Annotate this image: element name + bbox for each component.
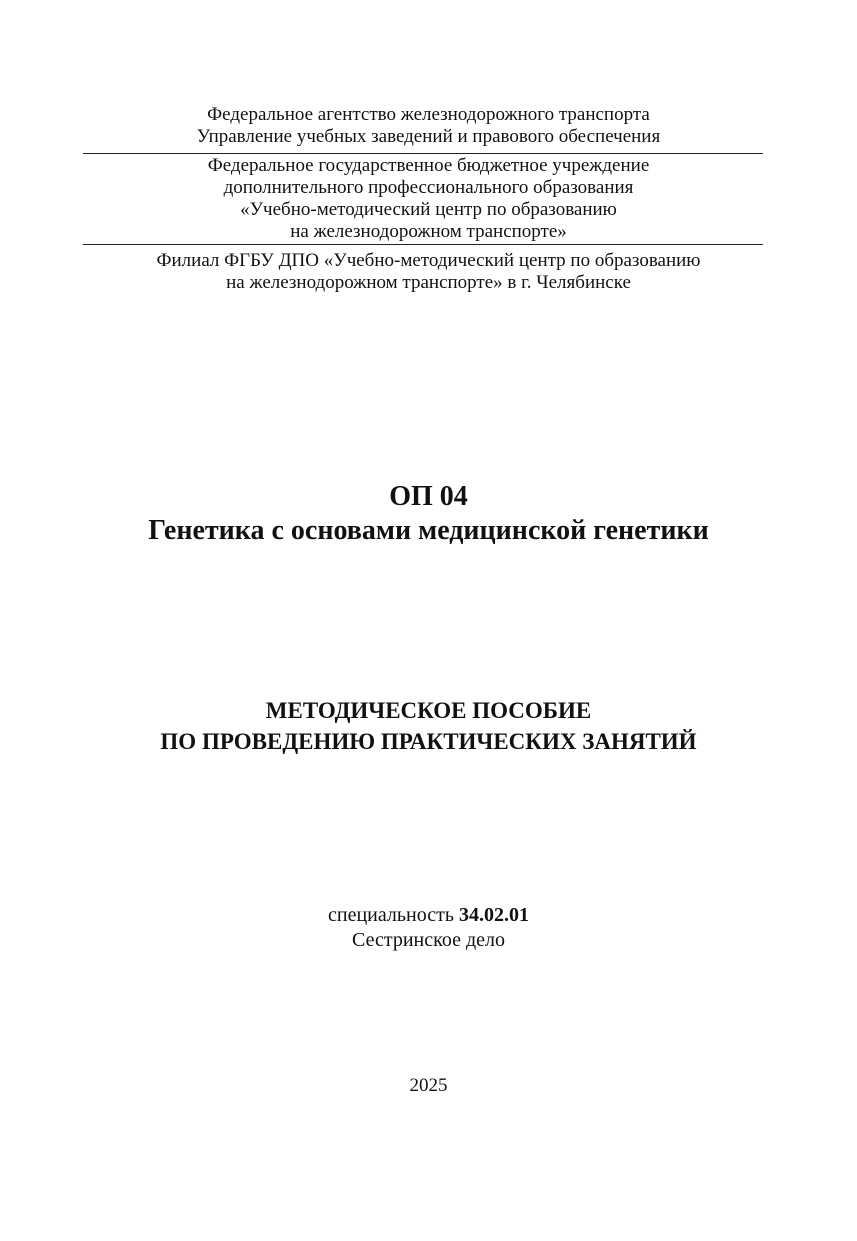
institution-line: «Учебно-методический центр по образованию	[240, 199, 617, 220]
course-code: ОП 04	[389, 481, 468, 512]
agency-header	[0, 104, 857, 148]
agency-line: Управление учебных заведений и правового обеспечения	[196, 126, 661, 147]
specialty-label: специальность	[328, 904, 454, 926]
header-divider	[83, 244, 763, 245]
document-type-line: ПО ПРОВЕДЕНИЮ ПРАКТИЧЕСКИХ ЗАНЯТИЙ	[160, 729, 697, 754]
document-type	[0, 695, 857, 757]
specialty-name: Сестринское дело	[352, 929, 505, 951]
course-title	[0, 480, 857, 548]
agency-line: Федеральное агентство железнодорожного транспорта	[207, 104, 650, 125]
header-divider	[83, 153, 763, 154]
branch-line: Филиал ФГБУ ДПО «Учебно-методический центр по образованию	[156, 250, 701, 271]
branch-header	[0, 250, 857, 294]
specialty-code: 34.02.01	[458, 904, 529, 926]
document-type-line: МЕТОДИЧЕСКОЕ ПОСОБИЕ	[265, 698, 592, 723]
institution-line: Федеральное государственное бюджетное учреждение	[207, 155, 650, 176]
course-name: Генетика с основами медицинской генетики	[148, 515, 709, 546]
institution-line: дополнительного профессионального образования	[223, 177, 634, 198]
specialty	[0, 903, 857, 953]
specialty-code-line	[0, 903, 857, 928]
branch-line: на железнодорожном транспорте» в г. Челябинске	[226, 272, 631, 293]
publication-year: 2025	[409, 1075, 448, 1096]
institution-header	[0, 155, 857, 243]
institution-line: на железнодорожном транспорте»	[290, 221, 567, 242]
